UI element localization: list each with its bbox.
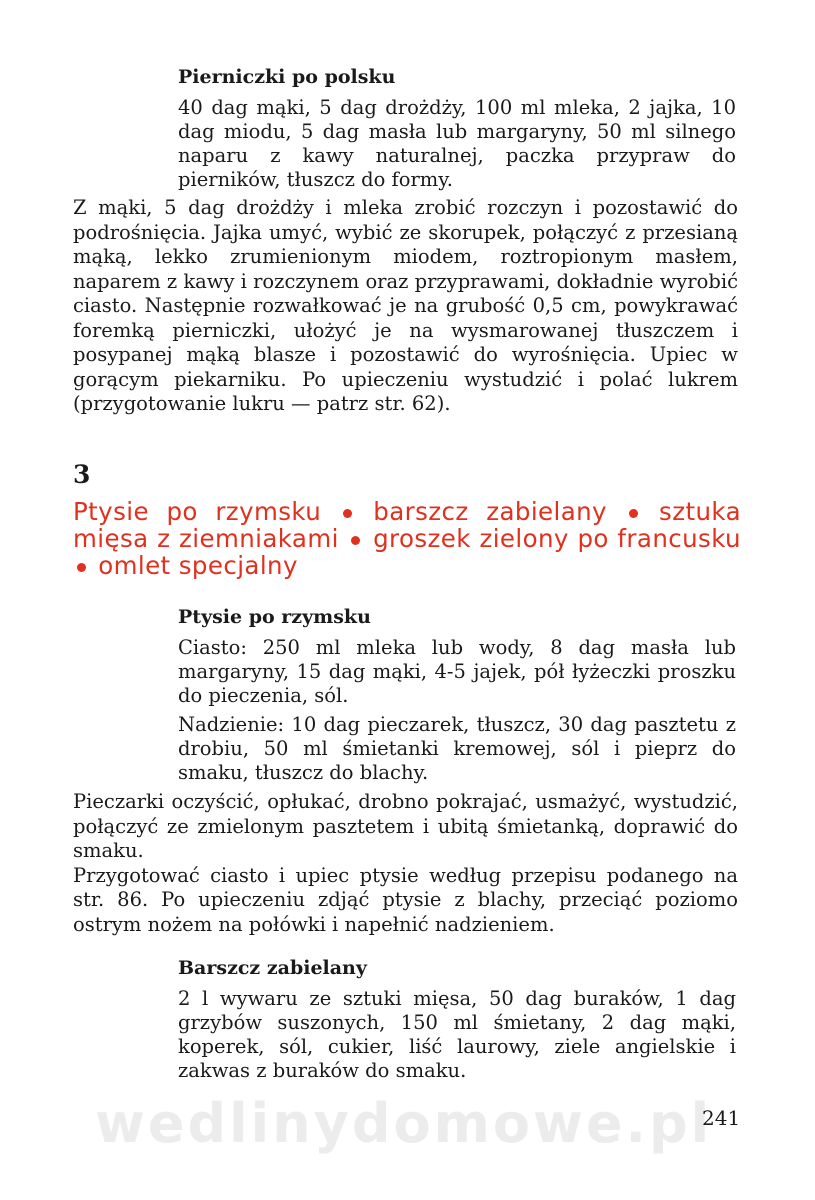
recipe-title: Pierniczki po polsku bbox=[178, 66, 396, 88]
recipe-title: Ptysie po rzymsku bbox=[178, 606, 371, 628]
menu-item: omlet specjalny bbox=[98, 551, 298, 580]
bullet-icon bbox=[343, 509, 352, 518]
method-paragraph bbox=[73, 790, 738, 937]
ingredients-list bbox=[178, 636, 736, 785]
bullet-icon bbox=[77, 563, 86, 572]
menu-item: Ptysie po rzymsku bbox=[73, 497, 322, 526]
chapter-number: 3 bbox=[73, 460, 91, 489]
ingredients-text: Ciasto: 250 ml mleka lub wody, 8 dag masła lub margaryny, 15 dag mąki, 4-5 jajek, pół łyżeczki proszku do pieczenia, sól. bbox=[178, 636, 736, 707]
ingredients-text: 2 l wywaru ze sztuki mięsa, 50 dag buraków, 1 dag grzybów suszonych, 150 ml śmietany, 2 dag mąki, koperek, sól, cukier, liść laurowy, ziele angielskie i zakwas z buraków do smaku. bbox=[178, 987, 736, 1082]
bullet-icon bbox=[629, 509, 638, 518]
recipe-title: Barszcz zabielany bbox=[178, 957, 367, 979]
menu-item: sztuka mięsa z ziemniakami bbox=[73, 497, 741, 553]
ingredients-list bbox=[178, 987, 736, 1083]
bullet-icon bbox=[351, 536, 360, 545]
method-text: Pieczarki oczyścić, opłukać, drobno pokrajać, usmażyć, wystudzić, połączyć ze zmielonym pasztetem i ubitą śmietanką, doprawić do smaku. bbox=[73, 790, 738, 862]
ingredients-list bbox=[178, 96, 736, 192]
ingredients-text: 40 dag mąki, 5 dag drożdży, 100 ml mleka, 2 jajka, 10 dag miodu, 5 dag masła lub margaryny, 50 ml silnego naparu z kawy naturalnej, paczka przypraw do pierników, tłuszcz do formy. bbox=[178, 96, 736, 191]
method-text: Z mąki, 5 dag drożdży i mleka zrobić rozczyn i pozostawić do podrośnięcia. Jajka umyć, wybić ze skorupek, połączyć z przesianą mąką, lekko zrumienionym miodem, roztropionym masłem, naparem z kawy i rozczynem oraz przyprawami, dokładnie wyrobić ciasto. Następnie rozwałkować je na grubość 0,5 cm, powykrawać foremką pierniczki, ułożyć je na wysmarowanej tłuszczem i posypanej mąką blasze i pozostawić do wyrośnięcia. Upiec w gorącym piekarniku. Po upieczeniu wystudzić i polać lukrem (przygotowanie lukru — patrz str. 62). bbox=[73, 196, 738, 415]
menu-item: barszcz zabielany bbox=[373, 497, 607, 526]
watermark-logo: wedlinydomowe.pl bbox=[95, 1092, 713, 1155]
menu-heading bbox=[73, 498, 741, 579]
ingredients-text: Nadzienie: 10 dag pieczarek, tłuszcz, 30 dag pasztetu z drobiu, 50 ml śmietanki kremowej, sól i pieprz do smaku, tłuszcz do blachy. bbox=[178, 713, 736, 784]
method-paragraph bbox=[73, 196, 738, 417]
menu-item: groszek zielony po francusku bbox=[373, 524, 741, 553]
method-text: Przygotować ciasto i upiec ptysie według przepisu podanego na str. 86. Po upieczeniu zdjąć ptysie z blachy, przeciąć poziomo ostrym nożem na połówki i napełnić nadzieniem. bbox=[73, 863, 738, 936]
page-number: 241 bbox=[702, 1106, 741, 1130]
